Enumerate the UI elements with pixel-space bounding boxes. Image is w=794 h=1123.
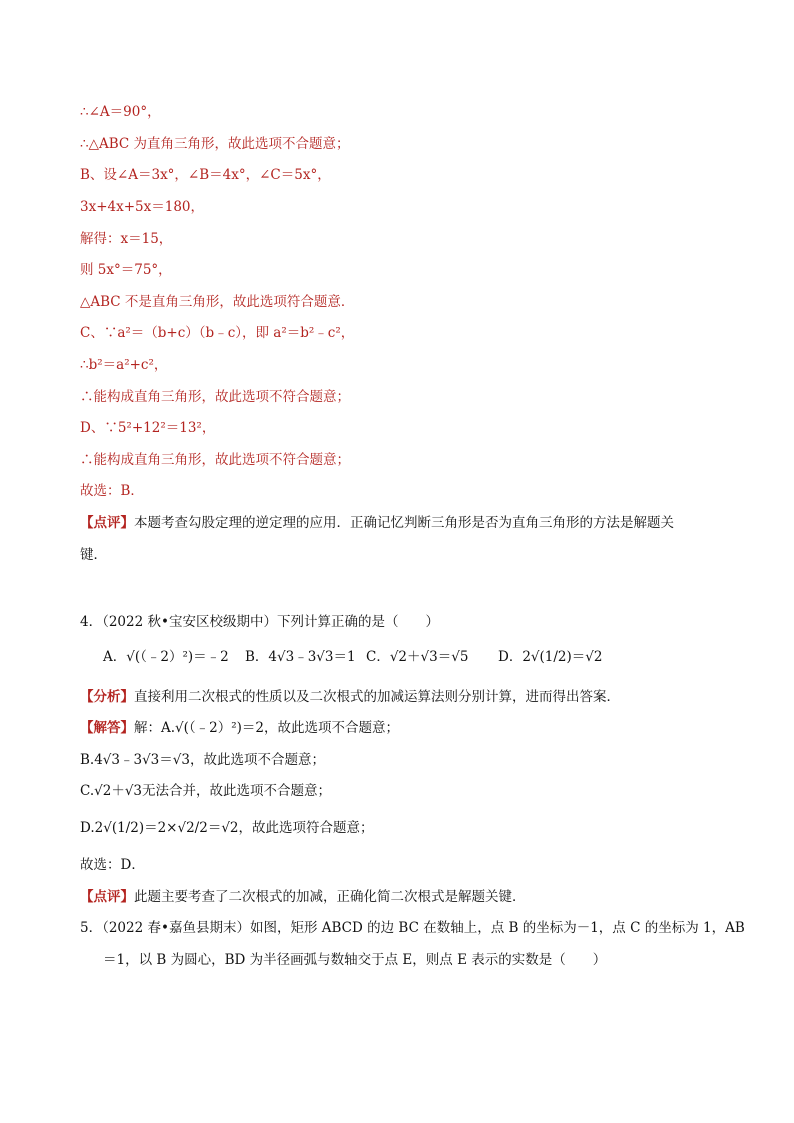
solution-line: 解得：x＝15，	[80, 231, 173, 247]
review-text: 此题主要考查了二次根式的加减，正确化简二次根式是解题关键．	[134, 889, 526, 905]
review-tag: 【点评】	[80, 515, 134, 531]
solution-line: △ABC 不是直角三角形，故此选项符合题意．	[80, 294, 355, 310]
question-5-stem: 5．（2022 春•嘉鱼县期末）如图，矩形 ABCD 的边 BC 在数轴上，点 B 的坐标为－1，点 C 的坐标为 1，AB	[80, 920, 745, 936]
solution-line: 则 5x°＝75°，	[80, 262, 172, 278]
answer-line: D.2√(1/2)＝2×√2/2＝√2，故此选项符合题意；	[80, 820, 374, 836]
option-d: D．2√(1/2)＝√2	[498, 649, 603, 665]
solution-line: ∴能构成直角三角形，故此选项不符合题意；	[80, 452, 350, 468]
answer-tag: 【解答】	[80, 720, 134, 736]
option-c: C．√2＋√3＝√5	[366, 649, 469, 665]
answer-paragraph	[80, 718, 399, 738]
review-text: 本题考查勾股定理的逆定理的应用．正确记忆判断三角形是否为直角三角形的方法是解题关	[134, 515, 674, 531]
solution-line: ∴b²＝a²+c²，	[80, 357, 168, 373]
answer-line: B.4√3﹣3√3＝√3，故此选项不合题意；	[80, 752, 325, 768]
answer-line: 故选：D．	[80, 857, 145, 873]
option-b: B．4√3﹣3√3＝1	[245, 649, 356, 665]
solution-line: 3x+4x+5x＝180，	[80, 199, 204, 215]
review-paragraph	[80, 887, 526, 907]
analysis-paragraph	[80, 687, 620, 707]
answer-line: 解：A.√(（﹣2）²)＝2，故此选项不合题意；	[134, 720, 400, 736]
review-paragraph	[80, 513, 674, 533]
solution-line: 故选：B．	[80, 483, 144, 499]
solution-line: C、∵a²＝（b+c）（b﹣c），即 a²＝b²﹣c²，	[80, 325, 355, 341]
analysis-tag: 【分析】	[80, 689, 134, 705]
solution-line: ∴能构成直角三角形，故此选项不符合题意；	[80, 389, 350, 405]
option-a: A．√(（﹣2）²)＝﹣2	[103, 649, 229, 665]
solution-line: B、设∠A＝3x°，∠B＝4x°，∠C＝5x°，	[80, 167, 331, 183]
solution-line: D、∵5²+12²＝13²，	[80, 420, 216, 436]
question-5-stem-continued: ＝1，以 B 为圆心，BD 为半径画弧与数轴交于点 E，则点 E 表示的实数是（ ）	[103, 952, 607, 968]
solution-line: ∴△ABC 为直角三角形，故此选项不合题意；	[80, 136, 350, 152]
answer-line: C.√2＋√3无法合并，故此选项不合题意；	[80, 783, 332, 799]
analysis-text: 直接利用二次根式的性质以及二次根式的加减运算法则分别计算，进而得出答案．	[134, 689, 620, 705]
review-tag: 【点评】	[80, 889, 134, 905]
solution-line: ∴∠A＝90°，	[80, 104, 161, 120]
question-4-stem: 4．（2022 秋•宝安区校级期中）下列计算正确的是（ ）	[80, 614, 439, 630]
review-text-continued: 键．	[80, 547, 107, 563]
